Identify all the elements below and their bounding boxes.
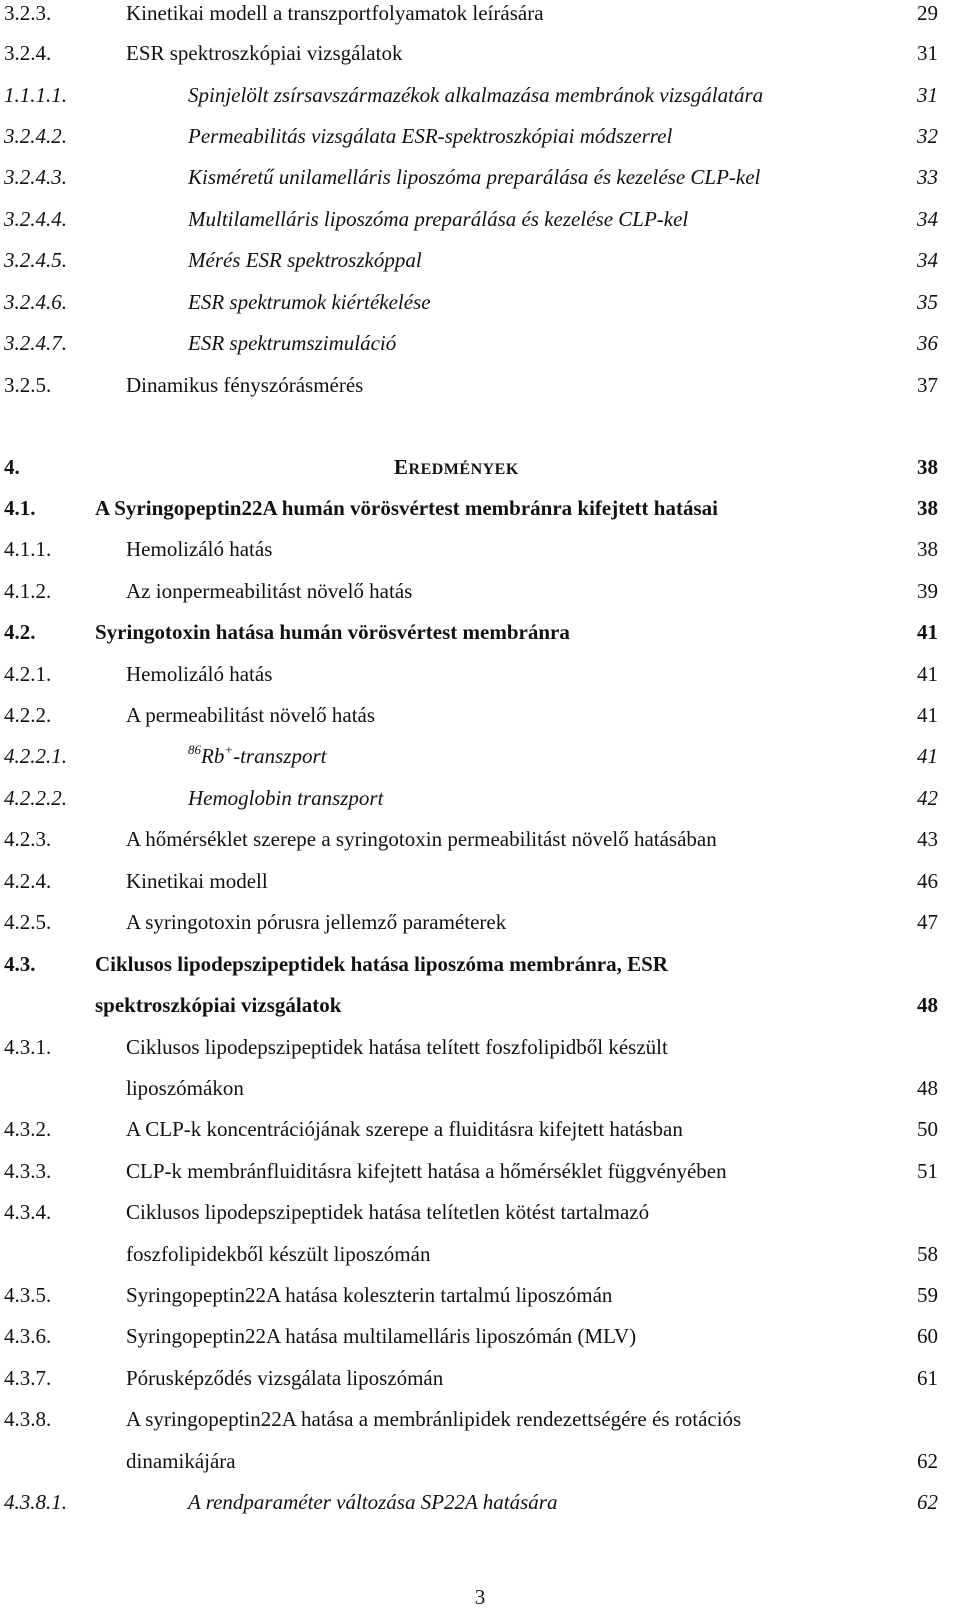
toc-page: 41 <box>917 703 938 727</box>
toc-number: 4.3.2. <box>4 1117 52 1141</box>
toc-title: Syringotoxin hatása humán vörösvértest membránra <box>95 620 570 644</box>
isotope-mass-number: 86 <box>188 742 201 757</box>
toc-page: 62 <box>917 1449 938 1473</box>
toc-entry <box>0 949 960 979</box>
toc-title: A syringotoxin pórusra jellemző paraméterek <box>126 910 507 934</box>
toc-page: 42 <box>917 786 938 810</box>
toc-page: 37 <box>917 373 938 397</box>
toc-title-rest: -transzport <box>233 744 327 768</box>
toc-title: Kinetikai modell a transzportfolyamatok leírására <box>126 1 544 25</box>
toc-entry <box>0 204 960 234</box>
toc-number: 4.1.1. <box>4 537 52 561</box>
toc-page: 46 <box>917 869 938 893</box>
toc-entry-continuation <box>0 990 960 1020</box>
toc-number: 4.2.2.1. <box>4 744 67 768</box>
toc-title: Pórusképződés vizsgálata liposzómán <box>126 1366 444 1390</box>
toc-entry <box>0 1404 960 1434</box>
toc-title: ESR spektrumszimuláció <box>188 331 397 355</box>
toc-entry <box>0 700 960 730</box>
toc-page: 34 <box>917 207 938 231</box>
toc-entry <box>0 370 960 400</box>
toc-title-line2: spektroszkópiai vizsgálatok <box>95 993 342 1017</box>
toc-chapter-rest: REDMÉNYEK <box>408 461 519 478</box>
toc-title <box>188 741 326 771</box>
toc-number: 1.1.1.1. <box>4 83 67 107</box>
toc-entry <box>0 287 960 317</box>
toc-title: Multilamelláris liposzóma preparálása és kezelése CLP-kel <box>188 207 689 231</box>
toc-number: 4.3.4. <box>4 1200 52 1224</box>
toc-number: 4.2. <box>4 620 36 644</box>
toc-title: ESR spektrumok kiértékelése <box>188 290 431 314</box>
toc-number: 3.2.4.7. <box>4 331 67 355</box>
toc-title: Ciklusos lipodepszipeptidek hatása liposzóma membránra, ESR <box>95 952 668 976</box>
toc-title: ESR spektroszkópiai vizsgálatok <box>126 41 403 65</box>
toc-entry <box>0 80 960 110</box>
toc-page: 29 <box>917 1 938 25</box>
toc-number: 3.2.4.6. <box>4 290 67 314</box>
toc-title: Dinamikus fényszórásmérés <box>126 373 364 397</box>
toc-page: 60 <box>917 1324 938 1348</box>
toc-title: Hemolizáló hatás <box>126 537 273 561</box>
toc-number: 4.3.7. <box>4 1366 52 1390</box>
toc-title-line2: dinamikájára <box>126 1449 236 1473</box>
toc-page: 38 <box>917 496 938 520</box>
toc-number: 4.3.8. <box>4 1407 52 1431</box>
page-number: 3 <box>474 1585 486 1609</box>
toc-page: 41 <box>917 662 938 686</box>
toc-page: 51 <box>917 1159 938 1183</box>
toc-title: A hőmérséklet szerepe a syringotoxin permeabilitást növelő hatásában <box>126 827 717 851</box>
toc-entry <box>0 866 960 896</box>
toc-entry <box>0 534 960 564</box>
toc-page: 62 <box>917 1490 938 1514</box>
toc-number: 3.2.3. <box>4 1 52 25</box>
toc-entry <box>0 162 960 192</box>
ion-charge: + <box>224 742 234 757</box>
toc-entry <box>0 1032 960 1062</box>
toc-title-line2: foszfolipidekből készült liposzómán <box>126 1242 431 1266</box>
toc-entry <box>0 1487 960 1517</box>
toc-title: Az ionpermeabilitást növelő hatás <box>126 579 413 603</box>
toc-number: 3.2.4.3. <box>4 165 67 189</box>
toc-page: 48 <box>917 1076 938 1100</box>
toc-number: 3.2.4.5. <box>4 248 67 272</box>
toc-entry <box>0 0 960 28</box>
toc-number: 4.3. <box>4 952 36 976</box>
toc-number: 4.2.2.2. <box>4 786 67 810</box>
toc-title: A rendparaméter változása SP22A hatására <box>188 1490 558 1514</box>
toc-entry <box>0 1114 960 1144</box>
toc-number: 3.2.4.2. <box>4 124 67 148</box>
toc-page: 41 <box>917 620 938 644</box>
toc-page: 39 <box>917 579 938 603</box>
toc-entry <box>0 1280 960 1310</box>
toc-page: 32 <box>917 124 938 148</box>
toc-entry <box>0 38 960 68</box>
toc-number: 4.1.2. <box>4 579 52 603</box>
toc-page: 35 <box>917 290 938 314</box>
toc-entry <box>0 824 960 854</box>
toc-page: 36 <box>917 331 938 355</box>
toc-title: A CLP-k koncentrációjának szerepe a fluiditásra kifejtett hatásban <box>126 1117 683 1141</box>
toc-entry <box>0 617 960 647</box>
toc-title: Spinjelölt zsírsavszármazékok alkalmazása membránok vizsgálatára <box>188 83 764 107</box>
toc-title: Kinetikai modell <box>126 869 268 893</box>
toc-title: A Syringopeptin22A humán vörösvértest membránra kifejtett hatásai <box>95 496 718 520</box>
toc-number: 4. <box>4 455 20 479</box>
toc-page: 59 <box>917 1283 938 1307</box>
toc-entry-continuation <box>0 1239 960 1269</box>
toc-entry <box>0 121 960 151</box>
toc-title: Kisméretű unilamelláris liposzóma preparálása és kezelése CLP-kel <box>188 165 761 189</box>
toc-title: CLP-k membránfluiditásra kifejtett hatása a hőmérséklet függvényében <box>126 1159 727 1183</box>
toc-entry <box>0 741 960 771</box>
toc-entry <box>0 783 960 813</box>
toc-page: 31 <box>917 41 938 65</box>
toc-page: 41 <box>917 744 938 768</box>
toc-title: Syringopeptin22A hatása koleszterin tartalmú liposzómán <box>126 1283 613 1307</box>
toc-number: 3.2.4.4. <box>4 207 67 231</box>
toc-entry <box>0 245 960 275</box>
toc-entry <box>0 1321 960 1351</box>
toc-number: 3.2.4. <box>4 41 52 65</box>
toc-entry <box>0 907 960 937</box>
toc-entry <box>0 1363 960 1393</box>
toc-entry <box>0 493 960 523</box>
toc-title: Ciklusos lipodepszipeptidek hatása telítetlen kötést tartalmazó <box>126 1200 650 1224</box>
toc-chapter-title <box>394 452 519 485</box>
toc-title: Permeabilitás vizsgálata ESR-spektroszkópiai módszerrel <box>188 124 673 148</box>
toc-page: 50 <box>917 1117 938 1141</box>
toc-title: Hemoglobin transzport <box>188 786 384 810</box>
toc-entry <box>0 659 960 689</box>
toc-number: 4.3.6. <box>4 1324 52 1348</box>
toc-number: 4.2.3. <box>4 827 52 851</box>
toc-number: 4.1. <box>4 496 36 520</box>
toc-number: 4.3.3. <box>4 1159 52 1183</box>
toc-page: 31 <box>917 83 938 107</box>
toc-page: 38 <box>917 455 938 479</box>
toc-number: 4.3.8.1. <box>4 1490 67 1514</box>
toc-entry-continuation <box>0 1073 960 1103</box>
toc-number: 4.2.2. <box>4 703 52 727</box>
toc-entry <box>0 1156 960 1186</box>
toc-page: 33 <box>917 165 938 189</box>
toc-number: 3.2.5. <box>4 373 52 397</box>
toc-number: 4.3.5. <box>4 1283 52 1307</box>
toc-entry <box>0 1197 960 1227</box>
toc-entry <box>0 576 960 606</box>
toc-title: Ciklusos lipodepszipeptidek hatása telített foszfolipidből készült <box>126 1035 668 1059</box>
toc-page: 38 <box>917 537 938 561</box>
toc-page: 47 <box>917 910 938 934</box>
element-symbol: Rb <box>201 744 225 768</box>
toc-title-line2: liposzómákon <box>126 1076 244 1100</box>
toc-title: Mérés ESR spektroszkóppal <box>188 248 422 272</box>
toc-page: 61 <box>917 1366 938 1390</box>
toc-title: A permeabilitást növelő hatás <box>126 703 376 727</box>
toc-page: 34 <box>917 248 938 272</box>
toc-title: A syringopeptin22A hatása a membránlipidek rendezettségére és rotációs <box>126 1407 742 1431</box>
toc-title: Hemolizáló hatás <box>126 662 273 686</box>
toc-number: 4.3.1. <box>4 1035 52 1059</box>
toc-chapter-initial: E <box>394 455 409 479</box>
toc-page: 48 <box>917 993 938 1017</box>
toc-entry <box>0 328 960 358</box>
toc-title: Syringopeptin22A hatása multilamelláris liposzómán (MLV) <box>126 1324 637 1348</box>
toc-entry-continuation <box>0 1446 960 1476</box>
toc-page: 58 <box>917 1242 938 1266</box>
toc-number: 4.2.1. <box>4 662 52 686</box>
toc-number: 4.2.4. <box>4 869 52 893</box>
toc-chapter-entry <box>0 452 960 482</box>
toc-page: 43 <box>917 827 938 851</box>
toc-number: 4.2.5. <box>4 910 52 934</box>
